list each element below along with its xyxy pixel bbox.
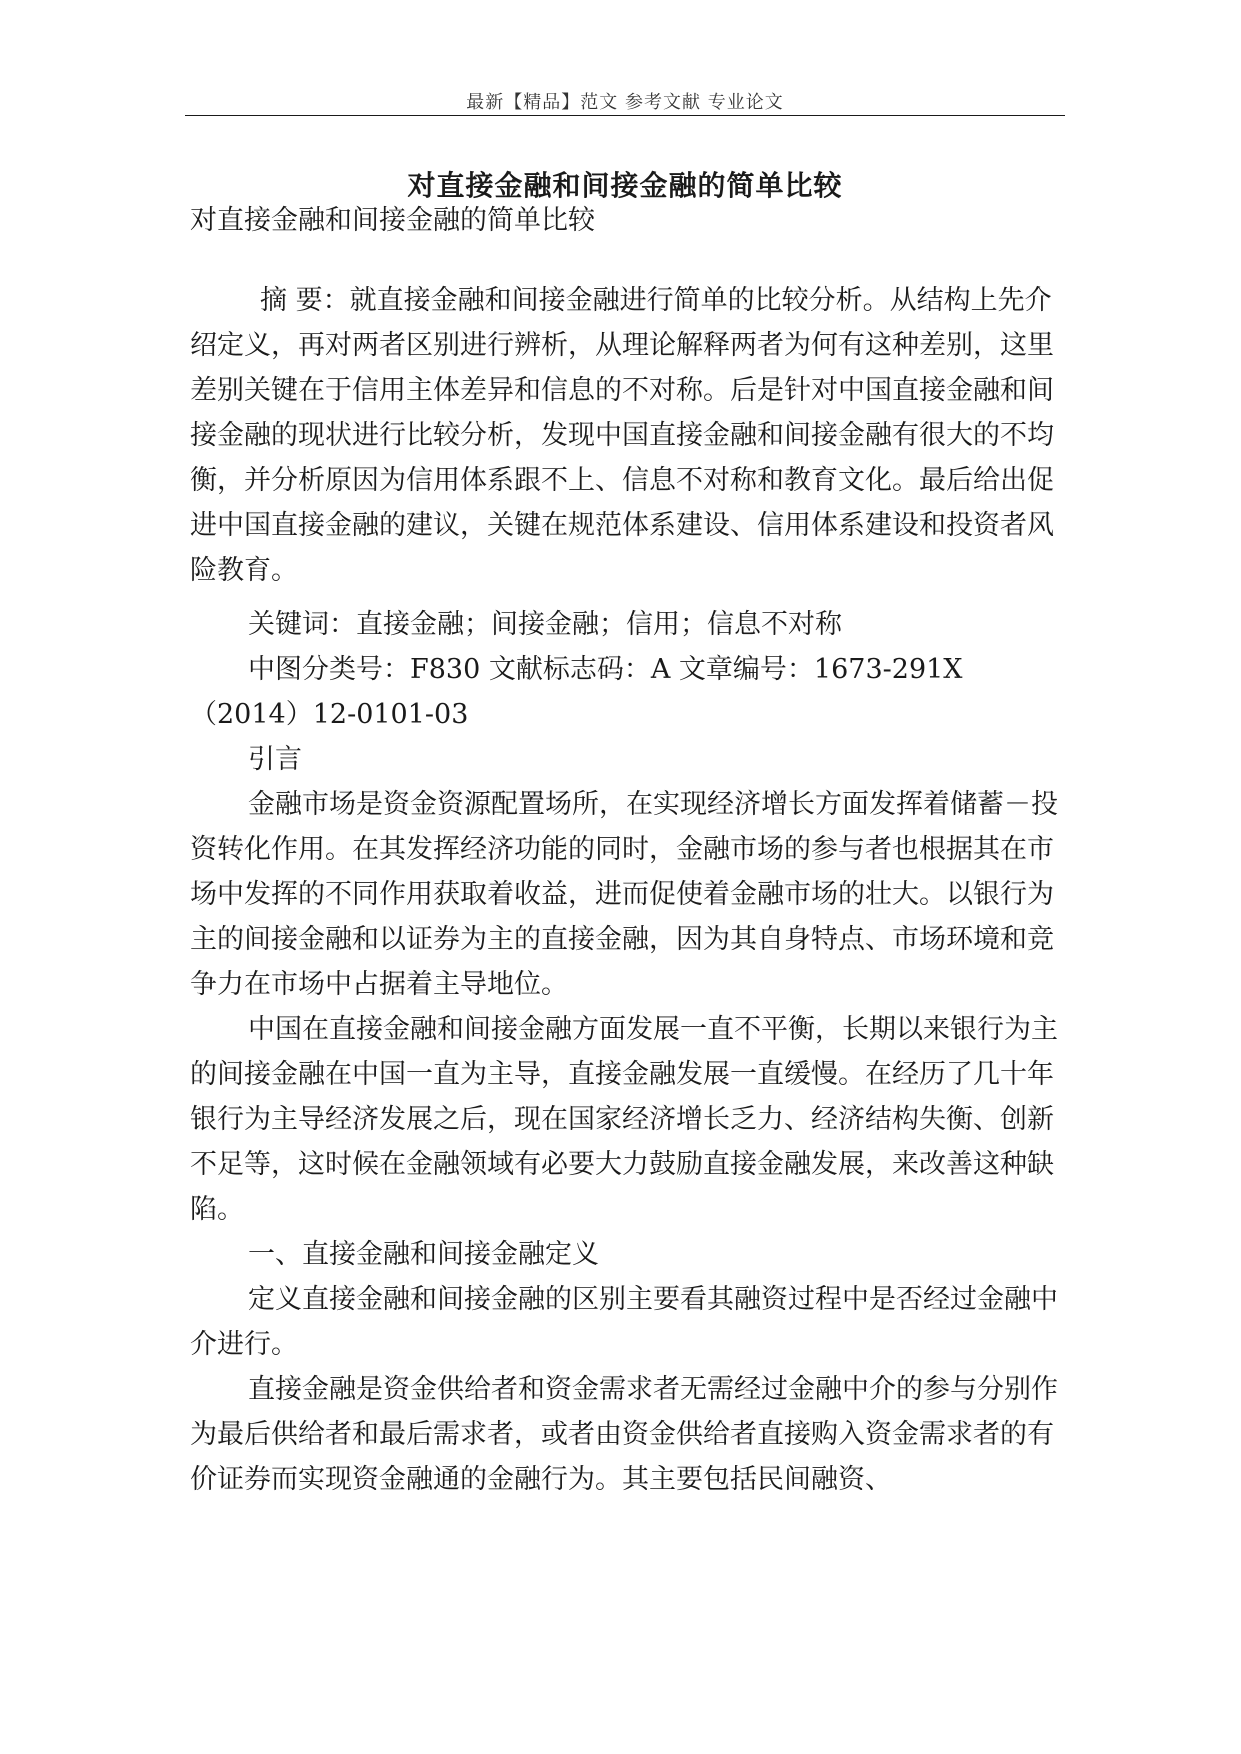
section-heading-1: 一、直接金融和间接金融定义 xyxy=(248,1239,599,1270)
classification-line-continued: （2014）12-0101-03 xyxy=(190,699,469,730)
abstract-block xyxy=(190,278,1070,593)
direct-finance-paragraph: 直接金融是资金供给者和资金需求者无需经过金融中介的参与分别作为最后供给者和最后需求者，或者由资金供给者直接购入资金需求者的有价证券而实现资金融通的金融行为。其主要包括民间融资、 xyxy=(190,1374,1058,1495)
page-header: 最新【精品】范文 参考文献 专业论文 xyxy=(466,92,784,113)
metadata-block xyxy=(190,602,1070,1502)
header-divider xyxy=(185,115,1065,116)
document-body xyxy=(190,198,1070,243)
document-title: 对直接金融和间接金融的简单比较 xyxy=(407,169,843,202)
definition-paragraph: 定义直接金融和间接金融的区别主要看其融资过程中是否经过金融中介进行。 xyxy=(190,1284,1058,1360)
intro-paragraph-1: 金融市场是资金资源配置场所，在实现经济增长方面发挥着储蓄－投资转化作用。在其发挥经济功能的同时，金融市场的参与者也根据其在市场中发挥的不同作用获取着收益，进而促使着金融市场的壮大。以银行为主的间接金融和以证券为主的直接金融，因为其自身特点、市场环境和竞争力在市场中占据着主导地位。 xyxy=(190,789,1058,1000)
classification-line: 中图分类号：F830 文献标志码：A 文章编号：1673-291X xyxy=(248,654,963,685)
abstract-paragraph: 摘 要：就直接金融和间接金融进行简单的比较分析。从结构上先介绍定义，再对两者区别进行辨析，从理论解释两者为何有这种差别，这里差别关键在于信用主体差异和信息的不对称。后是针对中国直接金融和间接金融的现状进行比较分析，发现中国直接金融和间接金融有很大的不均衡，并分析原因为信用体系跟不上、信息不对称和教育文化。最后给出促进中国直接金融的建议，关键在规范体系建设、信用体系建设和投资者风险教育。 xyxy=(190,285,1054,586)
intro-paragraph-2: 中国在直接金融和间接金融方面发展一直不平衡，长期以来银行为主的间接金融在中国一直为主导，直接金融发展一直缓慢。在经历了几十年银行为主导经济发展之后，现在国家经济增长乏力、经济结构失衡、创新不足等，这时候在金融领域有必要大力鼓励直接金融发展，来改善这种缺陷。 xyxy=(190,1014,1058,1225)
subtitle: 对直接金融和间接金融的简单比较 xyxy=(190,205,595,236)
intro-heading: 引言 xyxy=(248,744,302,775)
keywords-line: 关键词：直接金融；间接金融；信用；信息不对称 xyxy=(248,609,842,640)
